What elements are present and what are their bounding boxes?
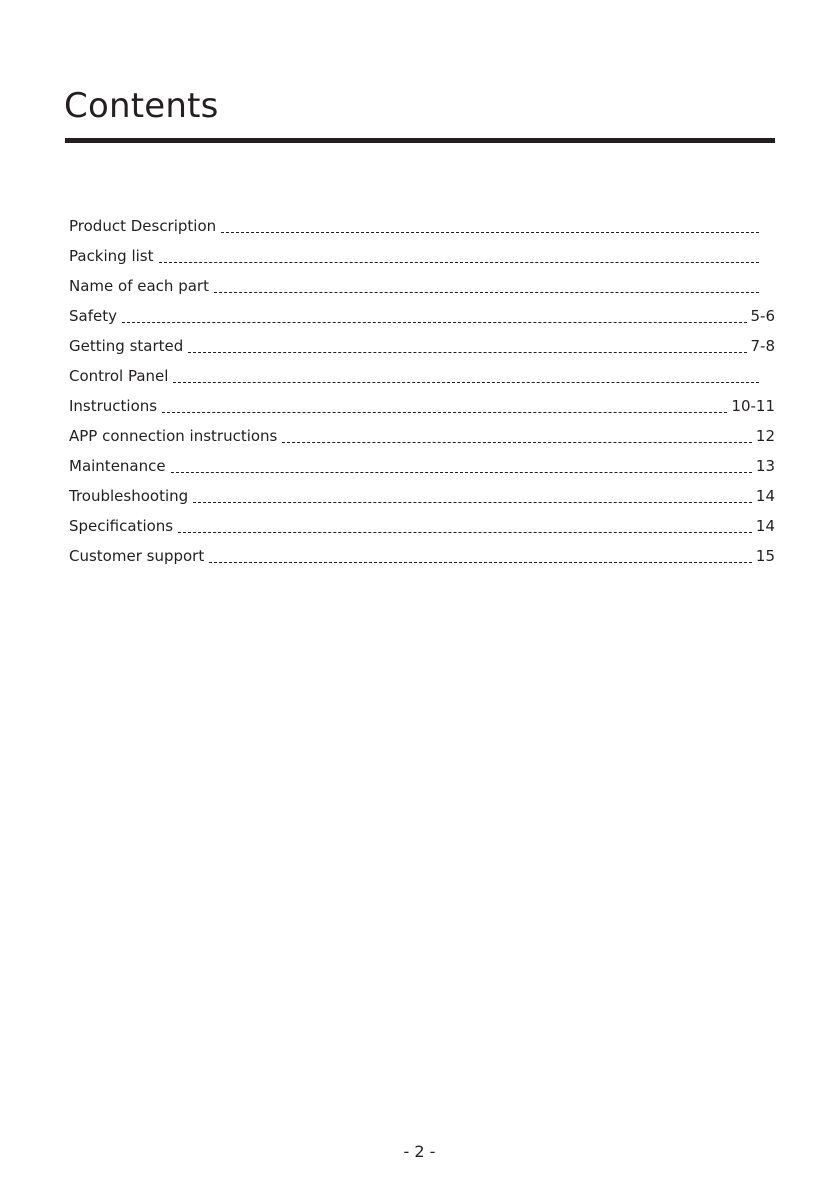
- toc-entry-label: Instructions: [69, 397, 158, 415]
- toc-entry-page: 14: [755, 487, 775, 505]
- toc-entry-safety[interactable]: [69, 301, 775, 331]
- toc-entry-maintenance[interactable]: [69, 451, 775, 481]
- toc-entry-specifications[interactable]: [69, 511, 775, 541]
- dotted-leader: [159, 262, 760, 263]
- toc-entry-control-panel[interactable]: [69, 361, 775, 391]
- dotted-leader: [162, 412, 727, 413]
- toc-entry-page: 13: [755, 457, 775, 475]
- title-divider: [65, 138, 775, 143]
- toc-entry-packing-list[interactable]: [69, 241, 775, 271]
- dotted-leader: [221, 232, 759, 233]
- toc-entry-label: Maintenance: [69, 457, 166, 475]
- toc-entry-product-description[interactable]: [69, 211, 775, 241]
- dotted-leader: [282, 442, 752, 443]
- dotted-leader: [188, 352, 746, 353]
- page-title: Contents: [64, 86, 219, 126]
- table-of-contents: [69, 211, 775, 571]
- dotted-leader: [122, 322, 747, 323]
- toc-entry-label: Troubleshooting: [69, 487, 189, 505]
- toc-entry-instructions[interactable]: [69, 391, 775, 421]
- toc-entry-page: 7-8: [750, 337, 775, 355]
- toc-entry-customer-support[interactable]: [69, 541, 775, 571]
- toc-entry-page: 5-6: [750, 307, 775, 325]
- toc-entry-troubleshooting[interactable]: [69, 481, 775, 511]
- toc-entry-getting-started[interactable]: [69, 331, 775, 361]
- page-number: - 2 -: [403, 1142, 436, 1161]
- toc-entry-page: 12: [755, 427, 775, 445]
- toc-entry-label: Control Panel: [69, 367, 169, 385]
- dotted-leader: [193, 502, 752, 503]
- toc-entry-name-of-each-part[interactable]: [69, 271, 775, 301]
- toc-entry-page: 10-11: [731, 397, 775, 415]
- toc-entry-label: APP connection instructions: [69, 427, 278, 445]
- dotted-leader: [173, 382, 759, 383]
- toc-entry-label: Product Description: [69, 217, 217, 235]
- toc-entry-label: Getting started: [69, 337, 184, 355]
- dotted-leader: [214, 292, 759, 293]
- toc-entry-label: Safety: [69, 307, 117, 325]
- toc-entry-page: 14: [755, 517, 775, 535]
- dotted-leader: [171, 472, 752, 473]
- toc-entry-app-connection-instructions[interactable]: [69, 421, 775, 451]
- dotted-leader: [209, 562, 752, 563]
- toc-entry-label: Packing list: [69, 247, 154, 265]
- toc-entry-label: Customer support: [69, 547, 205, 565]
- toc-entry-label: Specifications: [69, 517, 174, 535]
- toc-entry-label: Name of each part: [69, 277, 209, 295]
- toc-entry-page: 15: [755, 547, 775, 565]
- dotted-leader: [178, 532, 752, 533]
